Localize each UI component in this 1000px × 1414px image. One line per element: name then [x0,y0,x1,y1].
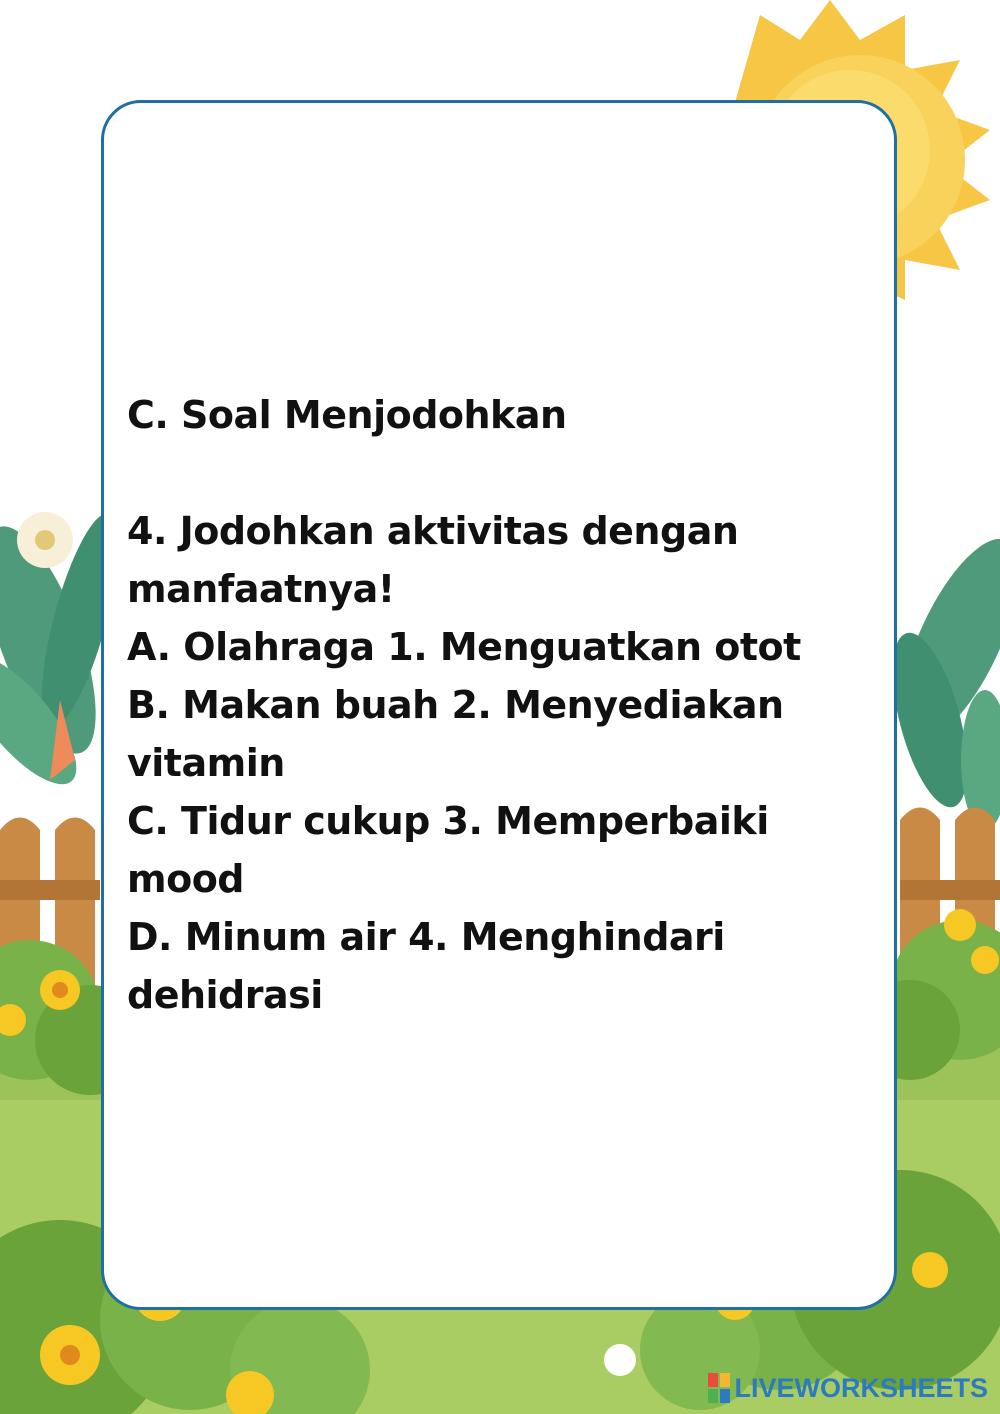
question-line: 4. Jodohkan aktivitas dengan [127,509,739,553]
match-item-d: D. Minum air 4. Menghindari [127,915,725,959]
question-line: manfaatnya! [127,567,395,611]
match-item-a: A. Olahraga 1. Menguatkan otot [127,625,801,669]
worksheet-content [127,386,887,1024]
blank-line [127,444,887,502]
liveworksheets-icon [708,1373,730,1403]
match-item-c: C. Tidur cukup 3. Memperbaiki mood [127,799,782,901]
match-item-d-cont: dehidrasi [127,973,323,1017]
section-heading: C. Soal Menjodohkan [127,393,567,437]
brand-name: LIVEWORKSHEETS [734,1372,988,1403]
match-item-b-cont: vitamin [127,741,285,785]
liveworksheets-logo [708,1370,988,1406]
match-item-b: B. Makan buah 2. Menyediakan [127,683,784,727]
